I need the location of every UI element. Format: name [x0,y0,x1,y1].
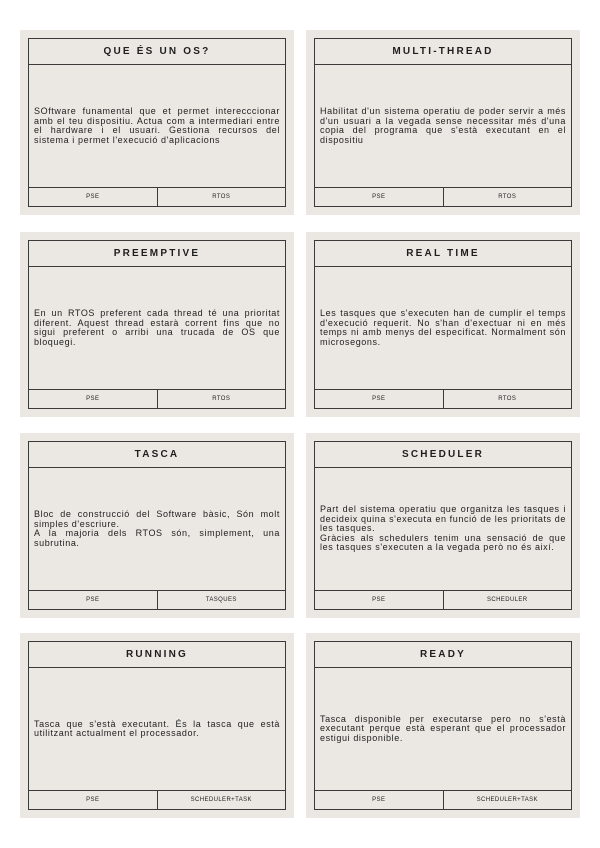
footer-subject: PSE [86,194,100,200]
footer-subject: PSE [372,797,386,803]
card-ready [306,633,580,818]
card-running [20,633,294,818]
card-title: TASCA [29,442,285,468]
footer-subject: PSE [372,396,386,402]
card-frame [28,641,286,810]
card-title: SCHEDULER [315,442,571,468]
card-real-time [306,232,580,417]
card-title: MULTI-THREAD [315,39,571,65]
footer-subject: PSE [86,396,100,402]
card-frame [28,441,286,610]
footer-subject: PSE [86,797,100,803]
footer-topic: SCHEDULER+TASK [157,791,286,809]
card-frame [314,641,572,810]
card-scheduler [306,433,580,618]
card-footer [315,187,571,206]
card-preemptive [20,232,294,417]
footer-subject: PSE [86,597,100,603]
card-frame [314,38,572,207]
card-text: Tasca que s'està executant. És la tasca que està utilitzant actualment el processador. [34,718,280,738]
card-text: En un RTOS preferent cada thread té una prioritat diferent. Aquest thread estarà corrent fins que no sigui preferent o arribi una trucada de OS que bloquegi. [34,308,280,347]
card-footer [29,389,285,408]
card-footer [29,590,285,609]
card-text: SOftware funamental que et permet interecccionar amb el teu dispositiu. Actua com a intermediari entre el hardware i el usuari. Gestiona recursos del sistema i permet l'execució d'aplicacions [34,106,280,145]
card-tasca [20,433,294,618]
footer-topic: RTOS [157,188,286,206]
card-footer [315,790,571,809]
card-body [29,468,285,590]
footer-topic: SCHEDULER [443,591,572,609]
card-title: PREEMPTIVE [29,241,285,267]
card-body [29,267,285,389]
footer-subject: PSE [372,194,386,200]
footer-topic: TASQUES [157,591,286,609]
card-title: QUE ÉS UN OS? [29,39,285,65]
card-footer [29,790,285,809]
card-text: Habilitat d'un sistema operatiu de poder servir a més d'un usuari a la vegada sense necessitar més d'una copia del programa que s'està executant en el dispositiu [320,106,566,145]
footer-topic: RTOS [443,390,572,408]
footer-subject: PSE [372,597,386,603]
card-body [315,65,571,187]
card-body [29,668,285,790]
card-frame [28,240,286,409]
footer-topic: RTOS [157,390,286,408]
card-frame [28,38,286,207]
footer-topic: RTOS [443,188,572,206]
card-title: REAL TIME [315,241,571,267]
card-footer [29,187,285,206]
card-que-es-un-os [20,30,294,215]
card-body [315,468,571,590]
card-footer [315,590,571,609]
card-body [315,668,571,790]
footer-topic: SCHEDULER+TASK [443,791,572,809]
card-text: Tasca disponible per executarse pero no s'està executant perque està esperant que el processador estigui disponible. [320,713,566,743]
card-body [29,65,285,187]
card-title: READY [315,642,571,668]
card-multi-thread [306,30,580,215]
card-title: RUNNING [29,642,285,668]
card-body [315,267,571,389]
card-frame [314,441,572,610]
card-text: Les tasques que s'executen han de cumplir el temps d'execució requerit. No s'han d'exectuar ni en més temps ni amb menys del especificat. Normalment són microsegons. [320,308,566,347]
card-footer [315,389,571,408]
card-frame [314,240,572,409]
card-text: Part del sistema operatiu que organitza les tasques i decideix quina s'executa en funció de les prioritats de les tasques. Gràcies als schedulers tenim una sensació de que les tasques s'executen a la vegada però no és així. [320,504,566,553]
card-text: Bloc de construcció del Software bàsic, Són molt simples d'escriure. A la majoria dels RTOS són, simplement, una subrutina. [34,509,280,548]
